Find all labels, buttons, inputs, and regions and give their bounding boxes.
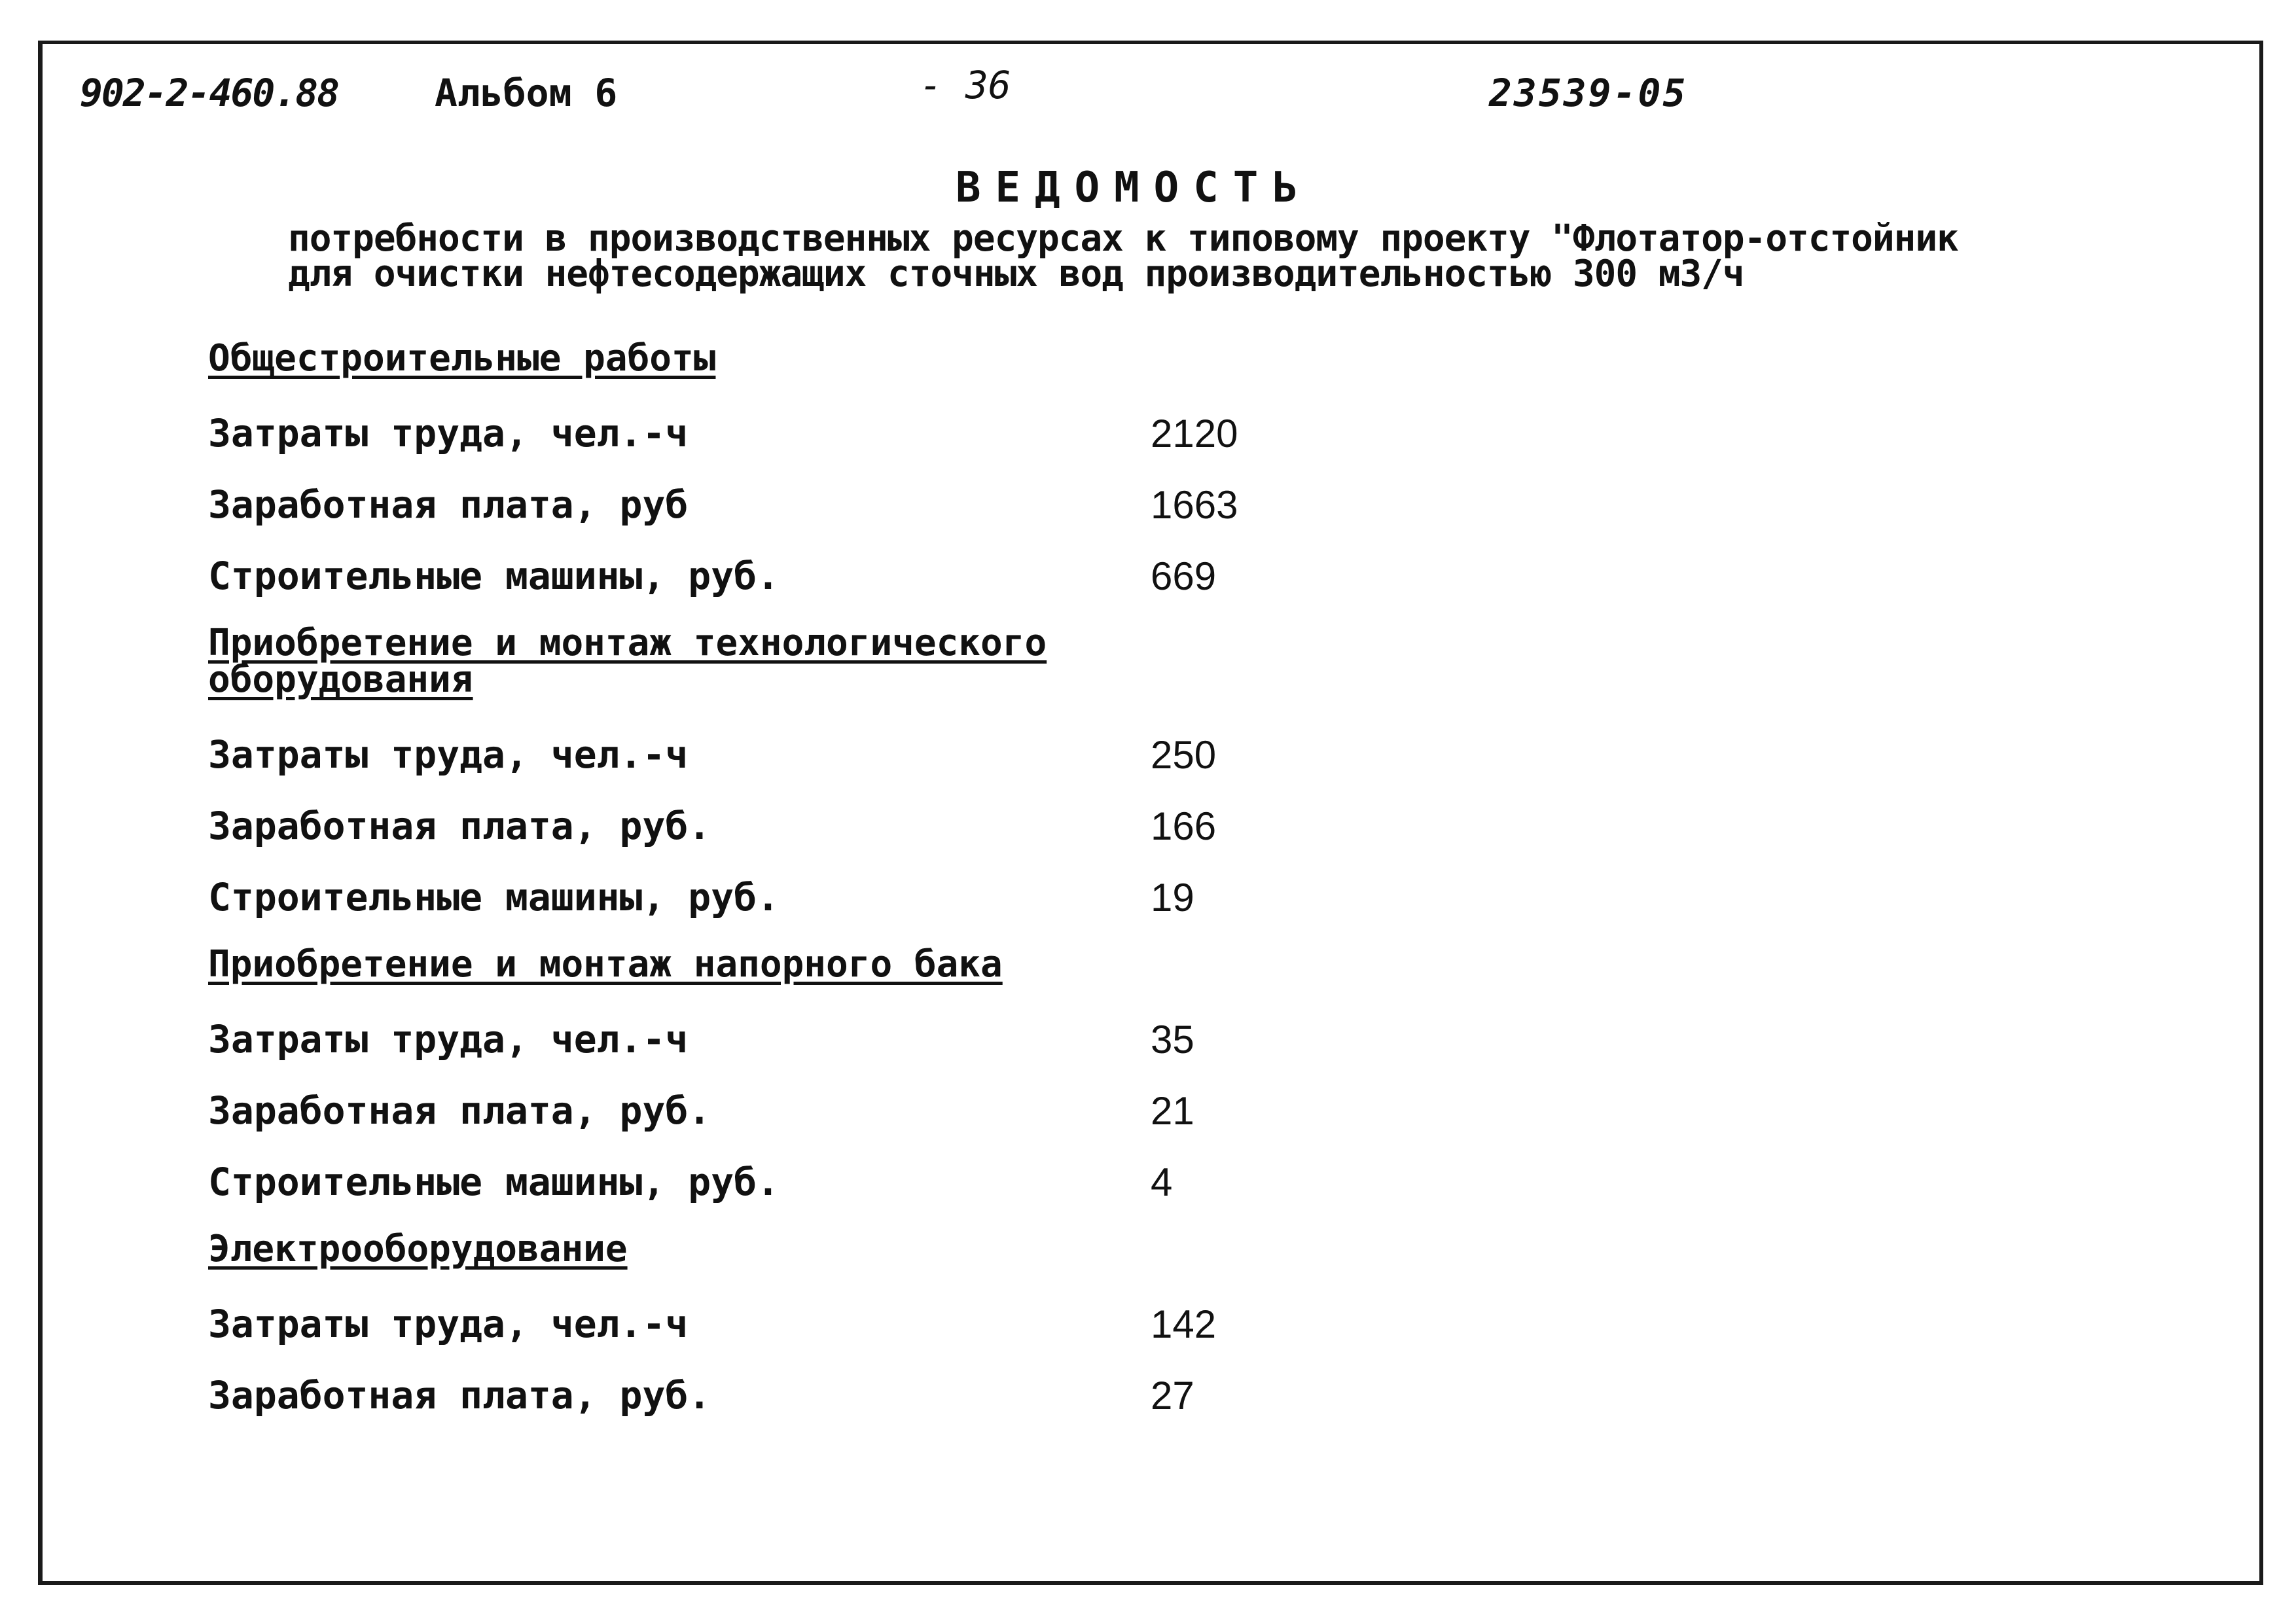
resource-value: 1663	[1151, 483, 1238, 527]
resource-value: 35	[1151, 1018, 1194, 1061]
resource-label: Заработная плата, руб.	[208, 1088, 711, 1133]
resource-row	[208, 1373, 1713, 1418]
resource-label: Заработная плата, руб.	[208, 1373, 711, 1418]
resource-value: 27	[1151, 1374, 1194, 1418]
resource-row	[208, 1017, 1713, 1061]
resource-value: 4	[1151, 1160, 1173, 1204]
resource-row	[208, 482, 1713, 527]
resource-label: Затраты труда, чел.-ч	[208, 732, 689, 777]
resource-value: 669	[1151, 554, 1217, 598]
resource-value: 250	[1151, 733, 1217, 777]
document-subtitle	[288, 217, 1958, 295]
resource-row	[208, 1160, 1713, 1204]
resource-list	[208, 337, 1713, 1444]
section-title: Электрооборудование	[208, 1228, 628, 1270]
resource-row	[208, 554, 1713, 598]
resource-label: Затраты труда, чел.-ч	[208, 411, 689, 455]
subtitle-line: потребности в производственных ресурсах к типовому проекту "Флотатор-отстойник	[288, 217, 1958, 260]
page-number: - 36	[920, 63, 1011, 107]
resource-value: 166	[1151, 804, 1217, 848]
resource-label: Затраты труда, чел.-ч	[208, 1302, 689, 1346]
section-title: Приобретение и монтаж технологического оборудования	[208, 622, 1047, 701]
resource-row	[208, 1302, 1713, 1346]
resource-row	[208, 875, 1713, 919]
resource-row	[208, 1088, 1713, 1133]
resource-label: Заработная плата, руб	[208, 482, 689, 527]
resource-label: Затраты труда, чел.-ч	[208, 1017, 689, 1061]
resource-row	[208, 411, 1713, 455]
section-title: Приобретение и монтаж напорного бака	[208, 943, 1003, 986]
subtitle-line: для очистки нефтесодержащих сточных вод производительностью 300 м3/ч	[288, 253, 1744, 295]
resource-value: 2120	[1151, 412, 1238, 455]
resource-row	[208, 804, 1713, 848]
document-number: 23539-05	[1489, 71, 1688, 115]
resource-value: 142	[1151, 1302, 1217, 1346]
section-title: Общестроительные работы	[208, 337, 716, 380]
album-label: Альбом 6	[435, 71, 618, 115]
resource-value: 21	[1151, 1089, 1194, 1133]
document-title: ВЕДОМОСТЬ	[956, 164, 1312, 212]
resource-label: Заработная плата, руб.	[208, 804, 711, 848]
project-code: 902-2-460.88	[80, 71, 339, 115]
resource-label: Строительные машины, руб.	[208, 1160, 780, 1204]
resource-value: 19	[1151, 876, 1194, 919]
resource-label: Строительные машины, руб.	[208, 554, 780, 598]
resource-row	[208, 732, 1713, 777]
resource-label: Строительные машины, руб.	[208, 875, 780, 919]
